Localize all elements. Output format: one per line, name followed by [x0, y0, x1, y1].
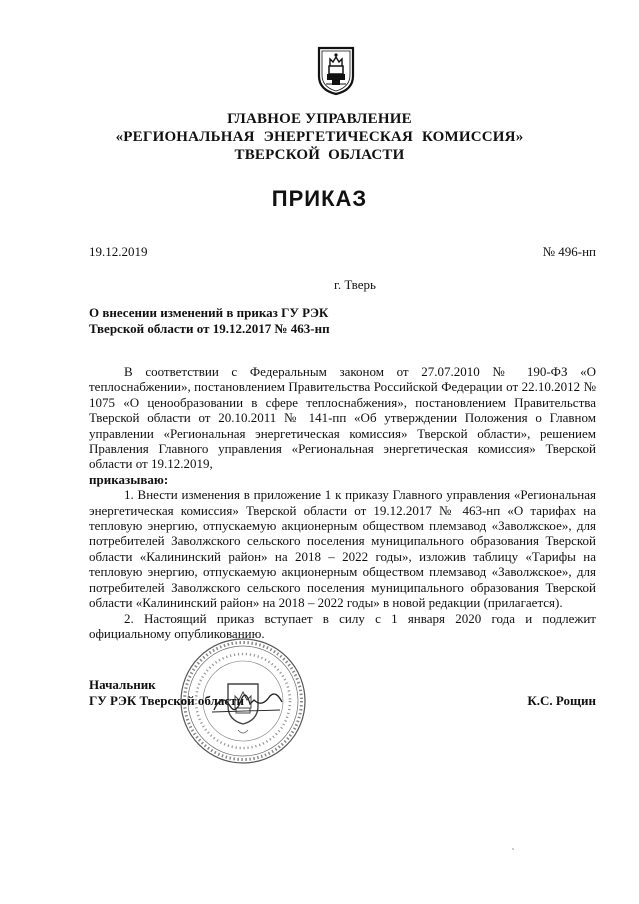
subject-line-2: Тверской области от 19.12.2017 № 463-нп [89, 321, 330, 336]
document-subject [89, 305, 409, 337]
document-city: г. Тверь [334, 277, 376, 292]
signatory-name: К.С. Рощин [527, 693, 596, 708]
order-item-2: 2. Настоящий приказ вступает в силу с 1 января 2020 года и подлежит официальному опубликованию. [89, 610, 596, 641]
document-type-title: ПРИКАЗ [271, 186, 368, 211]
order-item-1: 1. Внести изменения в приложение 1 к приказу Главного управления «Региональная энергетическая комиссия» Тверской области от 19.12.2017 № 463-нп «О тарифах на тепловую энергию, отпускаемую акционерным обществом племзавод «Заволжское», для потребителей Заволжского сельского поселения муниципального образования Тверской области «Калининский район» на 2018 – 2022 годы», изложив таблицу «Тарифы на тепловую энергию, отпускаемую акционерным обществом племзавод «Заволжское», для потребителей Заволжского сельского поселения муниципального образования Тверской области «Калининский район» на 2018 – 2022 годы» в новой редакции (прилагается). [89, 487, 596, 611]
subject-line-1: О внесении изменений в приказ ГУ РЭК [89, 305, 329, 320]
preamble-paragraph: В соответствии с Федеральным законом от 27.07.2010 № 190-ФЗ «О теплоснабжении», постановлением Правительства Российской Федерации от 22.10.2012 № 1075 «О ценообразовании в сфере теплоснабжения», постановлением Правительства Тверской области от 20.10.2011 № 141-пп «Об утверждении Положения о Главном управлении «Региональная энергетическая комиссия» Тверской области», решением Правления Главного управления «Региональная энергетическая комиссия» Тверской области от 19.12.2019, [89, 364, 596, 472]
document-date: 19.12.2019 [89, 244, 148, 259]
signatory-title-line-1: Начальник [89, 677, 156, 692]
header-line-2: «РЕГИОНАЛЬНАЯ ЭНЕРГЕТИЧЕСКАЯ КОМИССИЯ» [115, 129, 524, 145]
header-line-3: ТВЕРСКОЙ ОБЛАСТИ [234, 147, 405, 163]
order-word: приказываю: [89, 471, 169, 487]
document-number: № 496-нп [542, 244, 596, 259]
signatory-title-line-2: ГУ РЭК Тверской области [89, 693, 244, 708]
document-body [89, 364, 596, 641]
coat-of-arms-emblem [316, 44, 356, 96]
handwritten-signature [210, 688, 285, 718]
header-line-1: ГЛАВНОЕ УПРАВЛЕНИЕ [227, 111, 412, 127]
scan-speck [512, 848, 514, 850]
